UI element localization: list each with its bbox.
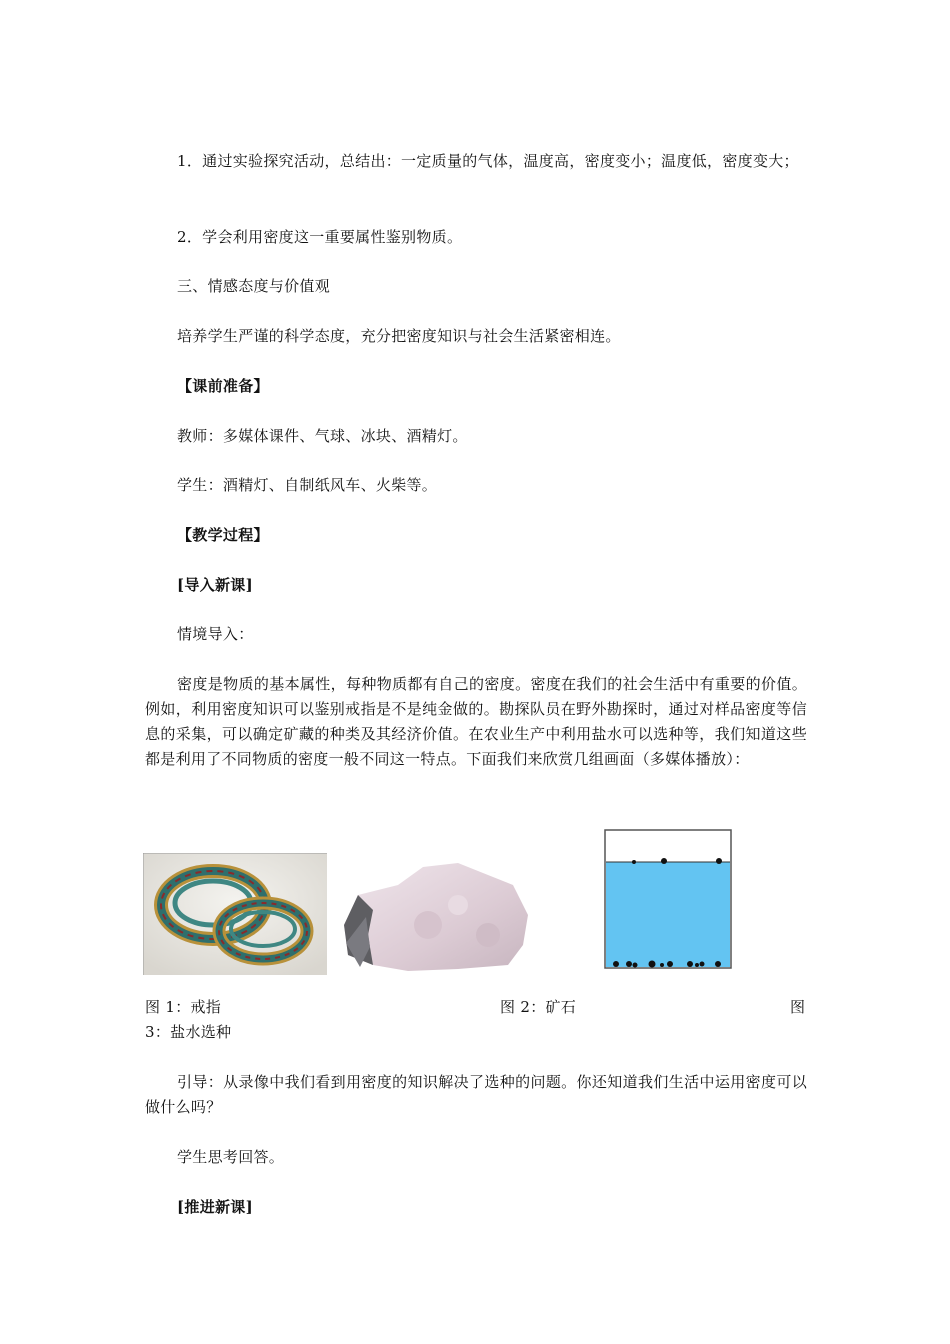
salt-water-seed-image [602,828,734,970]
heading-new-lesson: [推进新课] [177,1198,253,1216]
heading-intro: [导入新课] [177,576,253,594]
caption-fig3-prefix: 图 [790,998,806,1016]
heading-process: 【教学过程】 [177,526,269,544]
objective-1: 1．通过实验探究活动，总结出：一定质量的气体，温度高，密度变小；温度低，密度变大； [177,152,799,170]
guidance-question: 引导：从录像中我们看到用密度的知识解决了选种的问题。你还知道我们生活中运用密度可以做什么吗？ [145,1073,807,1116]
scenario-intro: 情境导入： [177,625,254,643]
section-heading-attitudes: 三、情感态度与价值观 [177,277,331,295]
student-response: 学生思考回答。 [177,1148,285,1166]
caption-fig2: 图 2：矿石 [500,998,577,1016]
intro-paragraph: 密度是物质的基本属性，每种物质都有自己的密度。密度在我们的社会生活中有重要的价值。例如，利用密度知识可以鉴别戒指是不是纯金做的。勘探队员在野外勘探时，通过对样品密度等信息的采集，可以确定矿藏的种类及其经济价值。在农业生产中利用盐水可以选种等，我们知道这些都是利用了不同物质的密度一般不同这一特点。下面我们来欣赏几组画面（多媒体播放）： [145,675,807,768]
heading-preparation: 【课前准备】 [177,377,269,395]
caption-fig3: 3：盐水选种 [145,1023,232,1041]
caption-fig1: 图 1：戒指 [145,998,222,1016]
teacher-materials: 教师：多媒体课件、气球、冰块、酒精灯。 [177,427,468,445]
rings-image [143,853,327,975]
ore-image [338,855,530,975]
objective-2: 2．学会利用密度这一重要属性鉴别物质。 [177,228,463,246]
student-materials: 学生：酒精灯、自制纸风车、火柴等。 [177,476,438,494]
attitude-goal: 培养学生严谨的科学态度，充分把密度知识与社会生活紧密相连。 [177,327,621,345]
